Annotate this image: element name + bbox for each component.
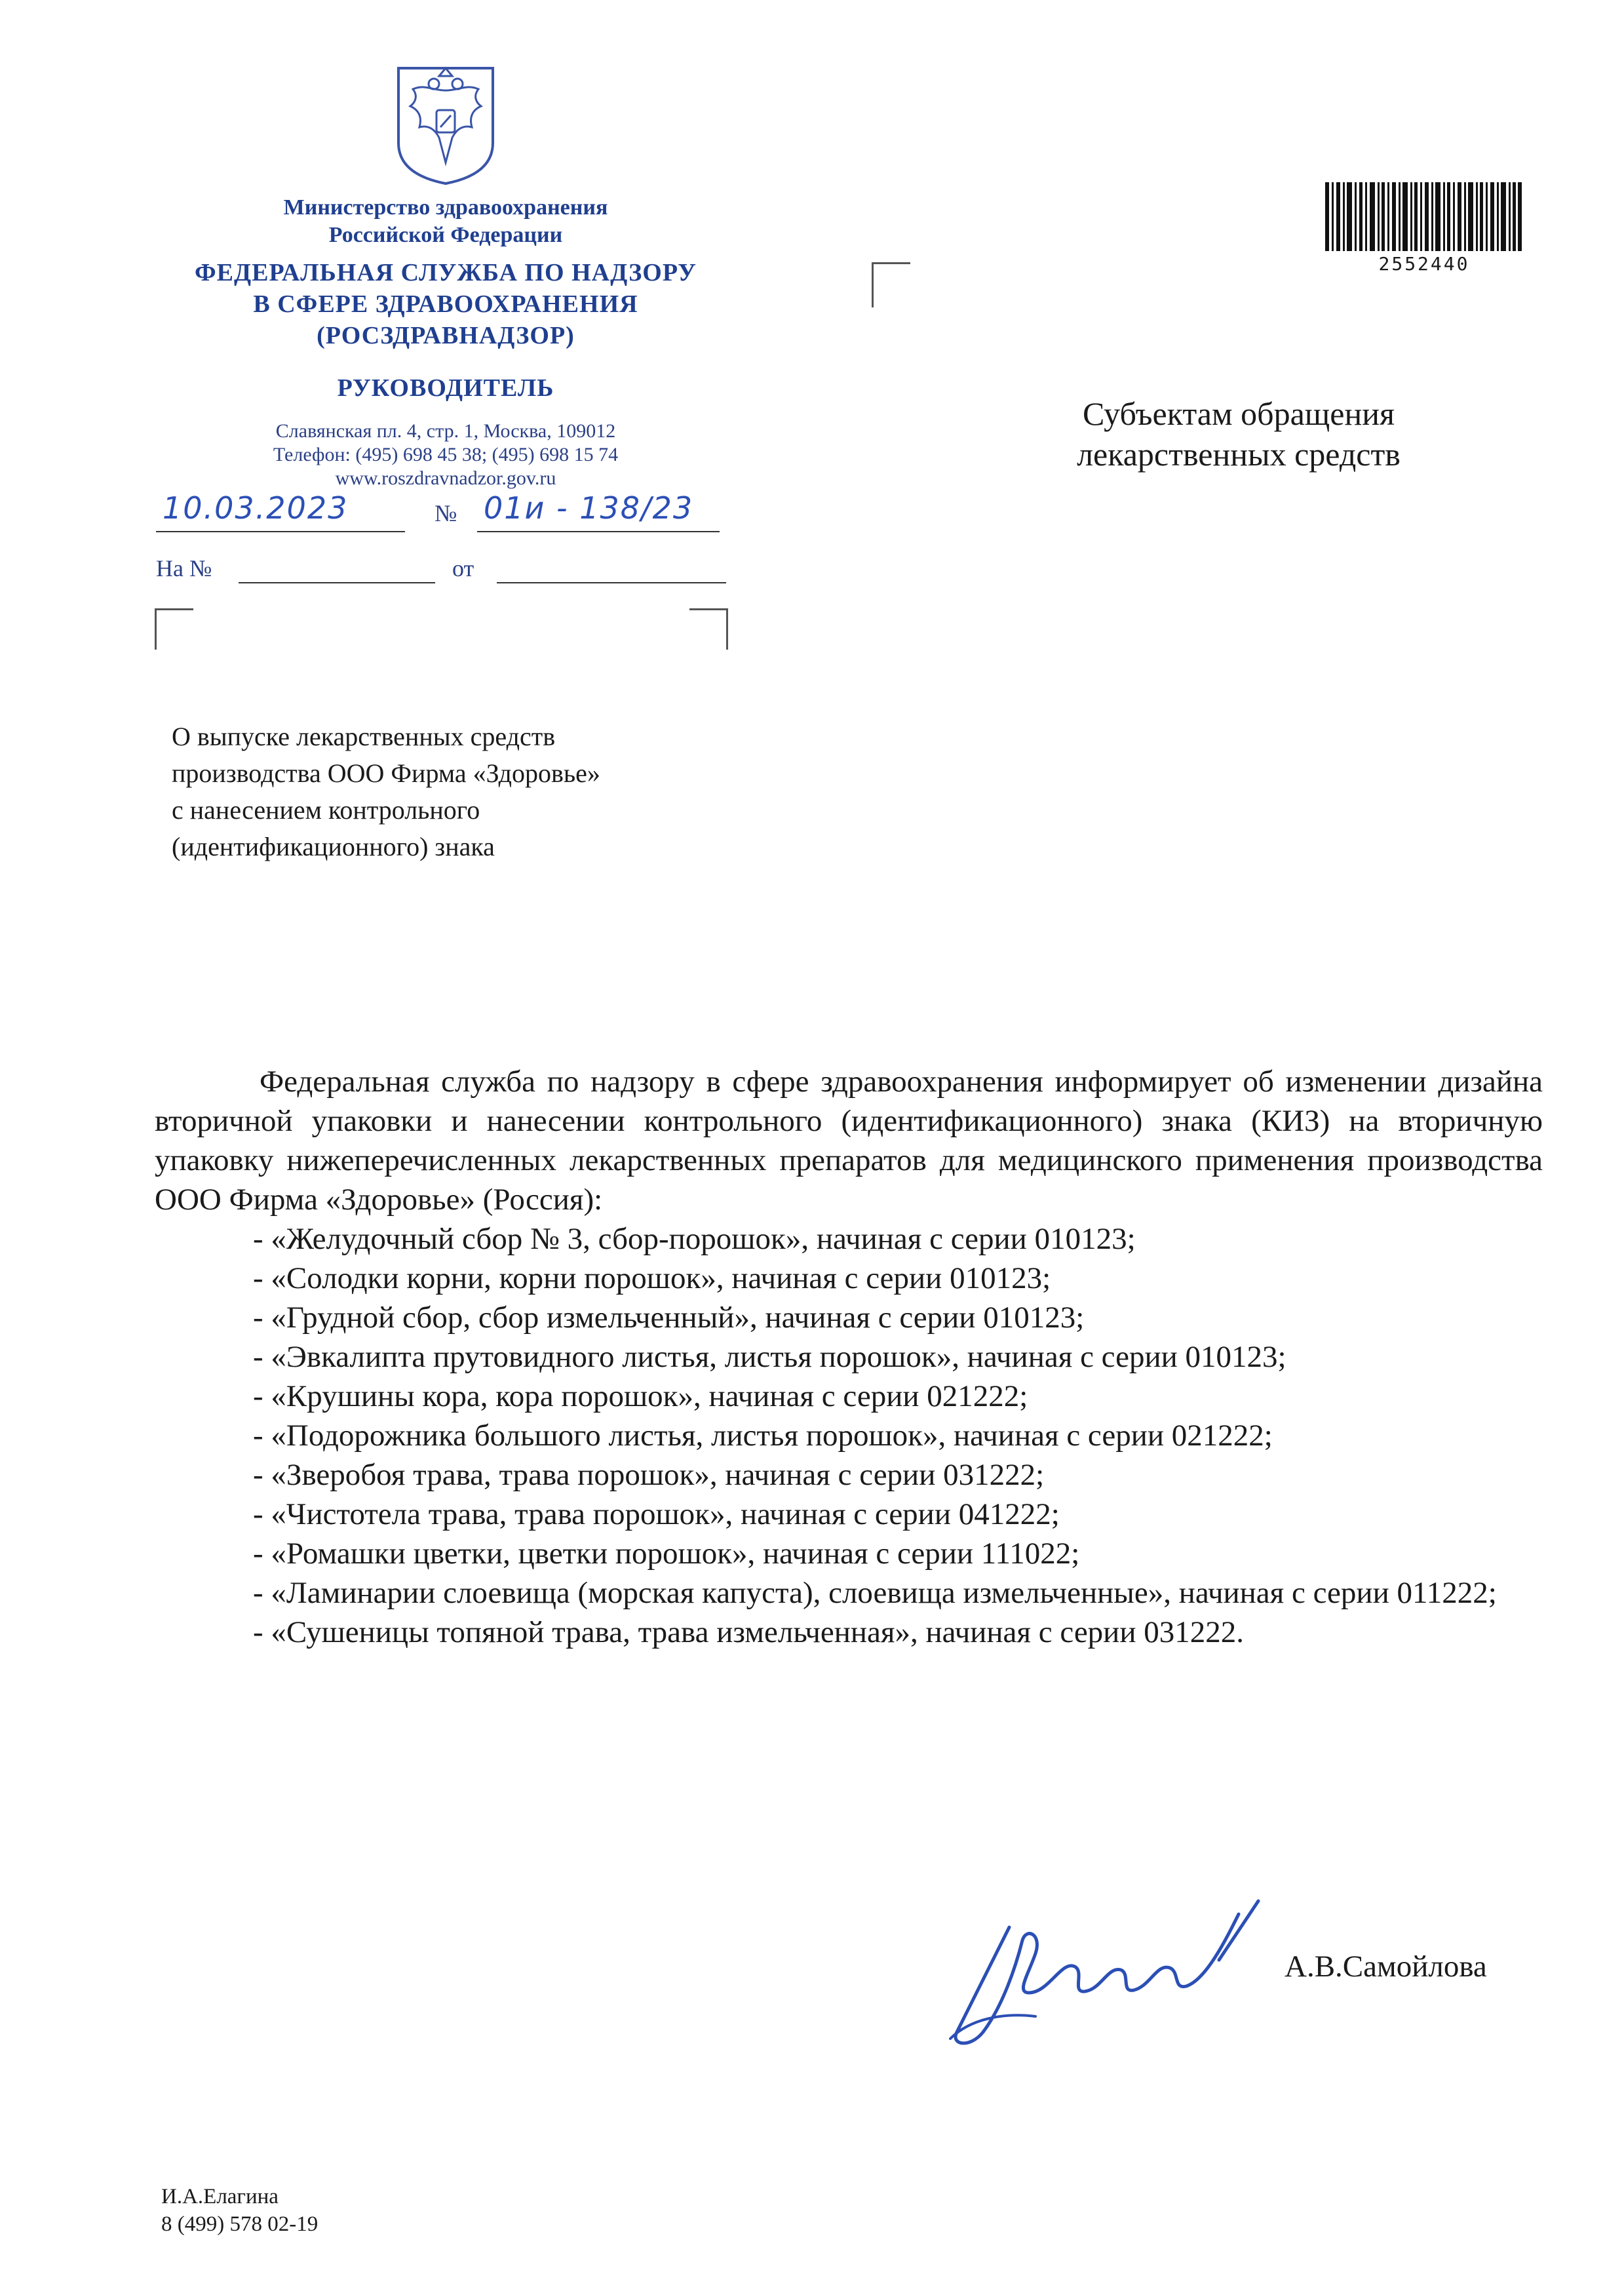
website: www.roszdravnadzor.gov.ru [335,467,556,489]
list-item: - «Крушины кора, кора порошок», начиная с серии 021222; [253,1379,1028,1413]
letter-subject: О выпуске лекарственных средств производства ООО Фирма «Здоровье» с нанесением контрольного (идентификационного) знака [172,722,600,861]
list-item: - «Ромашки цветки, цветки порошок», начиная с серии 111022; [253,1537,1080,1571]
list-item: - «Сушеницы топяной трава, трава измельченная», начиная с серии 031222. [253,1615,1244,1649]
body-intro: Федеральная служба по надзору в сфере здравоохранения информирует об изменении дизайна вторичной упаковки и нанесении контрольного (идентификационного) знака (КИЗ) на вторичную упаковку нижеперечисленных лекарственных препаратов для медицинского применения производства ООО Фирма «Здоровье» (Россия): [155,1065,1543,1217]
registration-line [156,490,798,543]
reference-line [156,555,746,594]
registration-date: 10.03.2023 [163,490,349,526]
bracket-top-right [689,608,728,650]
list-item: - «Зверобоя трава, трава порошок», начиная с серии 031222; [253,1458,1045,1492]
list-item: - «Ламинарии слоевища (морская капуста), слоевища измельченные», начиная с серии 011222; [253,1576,1497,1610]
contact-block [197,420,695,490]
drug-list [155,1219,1543,1652]
recipient: Субъектам обращения лекарственных средств [1077,395,1401,473]
list-item: - «Желудочный сбор № 3, сбор-порошок», начиная с серии 010123; [253,1222,1136,1256]
number-label: № [435,500,457,526]
registration-number: 01и - 138/23 [484,490,694,526]
executor-name: И.А.Елагина [161,2185,279,2208]
executor-block [161,2183,318,2238]
position-title: РУКОВОДИТЕЛЬ [337,374,554,402]
ref-from-label: от [452,555,474,581]
list-item: - «Солодки корни, корни порошок», начиная с серии 010123; [253,1261,1051,1295]
list-item: - «Грудной сбор, сбор измельченный», начиная с серии 010123; [253,1301,1085,1335]
list-item: - «Подорожника большого листья, листья порошок», начиная с серии 021222; [253,1419,1273,1453]
bracket-recipient [872,262,910,307]
signer-name: А.В.Самойлова [1285,1950,1487,1984]
service-name: ФЕДЕРАЛЬНАЯ СЛУЖБА ПО НАДЗОРУ В СФЕРЕ ЗДРАВООХРАНЕНИЯ (РОСЗДРАВНАДЗОР) [195,259,697,349]
letter-body [155,1062,1543,1652]
ministry-name: Министерство здравоохранения Российской Федерации [283,195,608,247]
phone: Телефон: (495) 698 45 38; (495) 698 15 74 [273,444,619,465]
list-item: - «Эвкалипта прутовидного листья, листья порошок», начиная с серии 010123; [253,1340,1286,1374]
executor-phone: 8 (499) 578 02-19 [161,2212,319,2236]
barcode-icon [1325,182,1522,251]
address: Славянская пл. 4, стр. 1, Москва, 109012 [275,420,616,442]
barcode-number: 2552440 [1378,253,1470,275]
coat-of-arms-emblem-icon [393,64,498,186]
bracket-top-left [155,608,193,650]
list-item: - «Чистотела трава, трава порошок», начиная с серии 041222; [253,1497,1060,1531]
ref-number-label: На № [156,555,212,581]
handwritten-signature-icon [931,1888,1285,2058]
